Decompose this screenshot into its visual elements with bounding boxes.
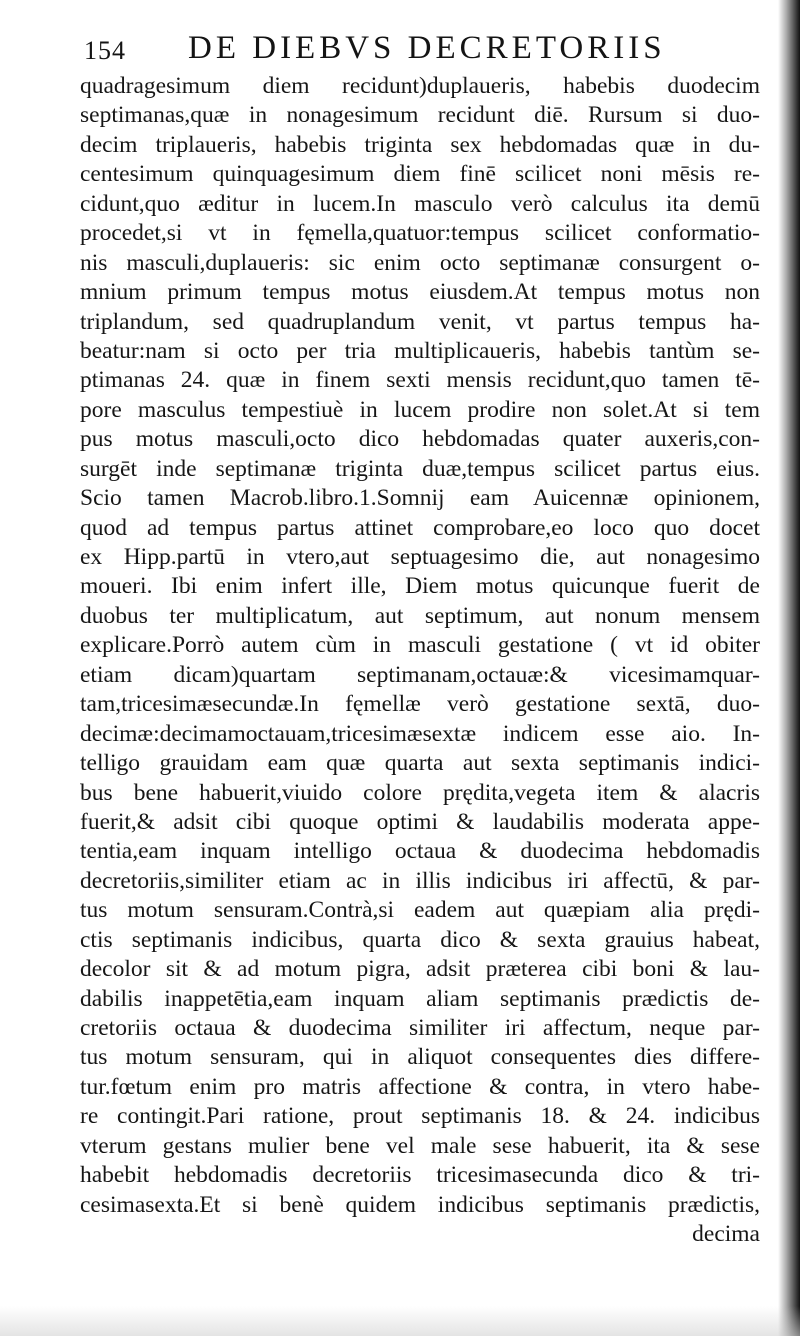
text-line: tam,tricesimæsecundæ.In fęmellæ verò gestatione sextā, duo-	[80, 691, 760, 718]
text-line: fuerit,& adsit cibi quoque optimi & laudabilis moderata appe-	[80, 808, 760, 835]
text-line: mnium primum tempus motus eiusdem.At tempus motus non	[80, 279, 760, 306]
text-line: tus motum sensuram.Contrà,si eadem aut quæpiam alia prędi-	[80, 897, 760, 924]
text-line: decim triplaueris, habebis triginta sex hebdomadas quæ in du-	[80, 131, 760, 158]
text-line: procedet,si vt in fęmella,quatuor:tempus scilicet conformatio-	[80, 220, 760, 247]
page-number: 154	[84, 36, 126, 65]
text-line: telligo grauidam eam quæ quarta aut sexta septimanis indici-	[80, 750, 760, 777]
body-text	[80, 72, 760, 1250]
text-line: decretoriis,similiter etiam ac in illis indicibus iri affectū, & par-	[80, 867, 760, 894]
text-line: decolor sit & ad motum pigra, adsit præterea cibi boni & lau-	[80, 956, 760, 983]
text-line: cidunt,quo æditur in lucem.In masculo verò calculus ita demū	[80, 190, 760, 217]
text-line: cretoriis octaua & duodecima similiter iri affectum, neque par-	[80, 1015, 760, 1041]
text-line: ptimanas 24. quæ in finem sexti mensis recidunt,quo tamen tē-	[80, 367, 760, 394]
text-line: duobus ter multiplicatum, aut septimum, aut nonum mensem	[80, 602, 760, 629]
text-line: centesimum quinquagesimum diem finē scilicet noni mēsis re-	[80, 161, 760, 188]
text-line: quod ad tempus partus attinet comprobare,eo loco quo docet	[80, 514, 760, 541]
catchword: decima	[692, 1221, 760, 1248]
text-line: ctis septimanis indicibus, quarta dico & sexta grauius habeat,	[80, 926, 760, 953]
text-line: re contingit.Pari ratione, prout septimanis 18. & 24. indicibus	[80, 1103, 760, 1130]
text-line: dabilis inappetētia,eam inquam aliam septimanis prædictis de-	[80, 985, 760, 1012]
text-line: vterum gestans mulier bene vel male sese habuerit, ita & sese	[80, 1132, 760, 1159]
text-line: nis masculi,duplaueris: sic enim octo septimanæ consurgent o-	[80, 249, 760, 276]
text-line: beatur:nam si octo per tria multiplicaueris, habebis tantùm se-	[80, 337, 760, 364]
page-edge-shadow	[778, 0, 800, 1336]
text-line: bus bene habuerit,viuido colore prędita,vegeta item & alacris	[80, 779, 760, 806]
text-line: triplandum, sed quadruplandum venit, vt partus tempus ha-	[80, 308, 760, 335]
text-line: habebit hebdomadis decretoriis tricesimasecunda dico & tri-	[80, 1162, 760, 1189]
text-line: pus motus masculi,octo dico hebdomadas quater auxeris,con-	[80, 426, 760, 453]
running-head	[84, 30, 724, 74]
text-line: decimæ:decimamoctauam,tricesimæsextæ indicem esse aio. In-	[80, 720, 760, 747]
text-line: tus motum sensuram, qui in aliquot consequentes dies differe-	[80, 1044, 760, 1071]
page-bottom-shade	[0, 1306, 800, 1336]
text-line: tur.fœtum enim pro matris affectione & contra, in vtero habe-	[80, 1073, 760, 1100]
text-line: surgēt inde septimanæ triginta duæ,tempus scilicet partus eius.	[80, 455, 760, 482]
running-title: DE DIEBVS DECRETORIIS	[188, 30, 666, 66]
text-line: Scio tamen Macrob.libro.1.Somnij eam Auicennæ opinionem,	[80, 485, 760, 512]
text-line: tentia,eam inquam intelligo octaua & duodecima hebdomadis	[80, 838, 760, 865]
text-line: ex Hipp.partū in vtero,aut septuagesimo die, aut nonagesimo	[80, 544, 760, 570]
text-line: moueri. Ibi enim infert ille, Diem motus quicunque fuerit de	[80, 573, 760, 600]
text-line: septimanas,quæ in nonagesimum recidunt diē. Rursum si duo-	[80, 102, 760, 129]
text-line: explicare.Porrò autem cùm in masculi gestatione ( vt id obiter	[80, 632, 760, 659]
text-line: quadragesimum diem recidunt)duplaueris, habebis duodecim	[80, 73, 760, 99]
text-line: etiam dicam)quartam septimanam,octauæ:& vicesimamquar-	[80, 661, 760, 688]
text-line: pore masculus tempestiuè in lucem prodire non solet.At si tem	[80, 396, 760, 423]
text-line: cesimasexta.Et si benè quidem indicibus septimanis prædictis,	[80, 1191, 760, 1218]
